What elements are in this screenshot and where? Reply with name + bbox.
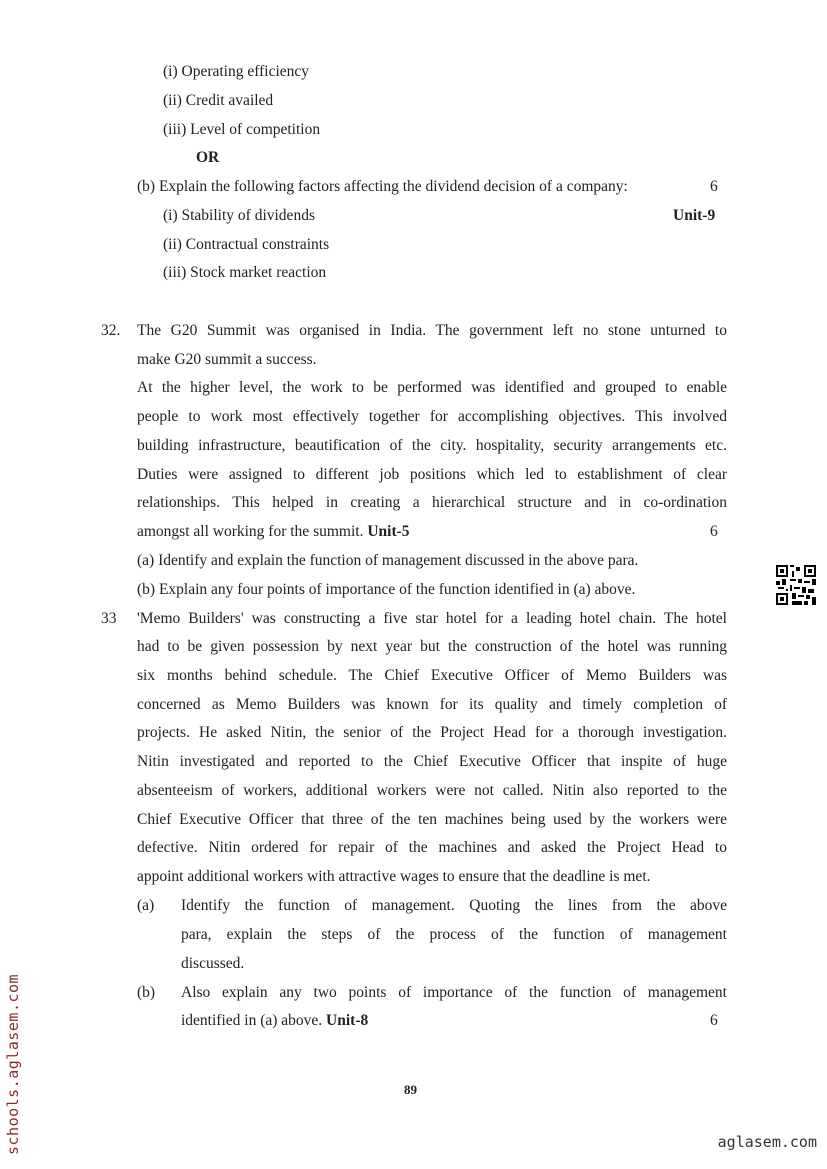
q32-marks: 6 (710, 523, 718, 540)
q32-number: 32. (101, 322, 121, 339)
q32-part-a: (a) Identify and explain the function of management discussed in the above para. (137, 552, 639, 569)
q31-item-b2: (ii) Contractual constraints (163, 236, 330, 253)
q33-line: absenteeism of workers, additional workers were not called. Nitin also reported to the (137, 782, 727, 799)
q33-line: concerned as Memo Builders was known for its quality and timely completion of (137, 696, 727, 713)
q32-part-b: (b) Explain any four points of importance of the function identified in (a) above. (137, 581, 636, 598)
q33-part-a-line: para, explain the steps of the process of the function of management (181, 926, 727, 943)
q33-unit: Unit-8 (326, 1012, 369, 1029)
q33-part-b-label: (b) (137, 984, 156, 1001)
q31-unit: Unit-9 (673, 207, 716, 224)
watermark-left: schools.aglasem.com (4, 973, 22, 1155)
q32-line: building infrastructure, beautification of the city. hospitality, security arrangements etc. (137, 437, 727, 454)
or-label: OR (196, 149, 220, 166)
q32-line (137, 522, 410, 542)
watermark-right: aglasem.com (717, 1133, 817, 1151)
q33-part-a-label: (a) (137, 897, 155, 914)
q31-marks: 6 (710, 178, 718, 195)
q31-item-b1: (i) Stability of dividends (163, 207, 315, 224)
q32-line: The G20 Summit was organised in India. The government left no stone unturned to (137, 322, 727, 339)
q32-line: At the higher level, the work to be performed was identified and grouped to enable (137, 379, 727, 396)
q33-number: 33 (101, 610, 117, 627)
page-number: 89 (404, 1082, 417, 1097)
q31-item-b3: (iii) Stock market reaction (163, 264, 327, 281)
qr-code-icon (776, 565, 816, 605)
q31-item-a1: (i) Operating efficiency (163, 63, 310, 80)
q32-line-text: amongst all working for the summit. (137, 523, 364, 540)
q33-line: defective. Nitin ordered for repair of the machines and asked the Project Head to (137, 839, 727, 856)
q33-line: Chief Executive Officer that three of the ten machines being used by the workers were (137, 811, 727, 828)
q33-part-b-line: Also explain any two points of importance of the function of management (181, 984, 727, 1001)
q32-line: make G20 summit a success. (137, 351, 317, 368)
q33-part-a-line: Identify the function of management. Quoting the lines from the above (181, 897, 727, 914)
q32-unit: Unit-5 (367, 523, 410, 540)
q33-line: Nitin investigated and reported to the Chief Executive Officer that inspite of huge (137, 753, 727, 770)
q33-marks: 6 (710, 1012, 718, 1029)
q32-line: Duties were assigned to different job positions which led to establishment of clear (137, 466, 727, 483)
q33-line: 'Memo Builders' was constructing a five star hotel for a leading hotel chain. The hotel (137, 610, 727, 627)
q31-item-a3: (iii) Level of competition (163, 121, 321, 138)
q33-line: had to be given possession by next year but the construction of the hotel was running (137, 638, 727, 655)
q33-part-a-line: discussed. (181, 955, 245, 972)
q33-part-b-text: identified in (a) above. (181, 1012, 323, 1029)
q33-line: appoint additional workers with attractive wages to ensure that the deadline is met. (137, 868, 651, 885)
q32-line: relationships. This helped in creating a hierarchical structure and in co-ordination (137, 494, 727, 511)
q32-line: people to work most effectively together for accomplishing objectives. This involved (137, 408, 727, 425)
q33-line: projects. He asked Nitin, the senior of the Project Head for a thorough investigation. (137, 724, 727, 741)
q33-line: six months behind schedule. The Chief Executive Officer of Memo Builders was (137, 667, 727, 684)
q31-part-b: (b) Explain the following factors affecting the dividend decision of a company: (137, 178, 628, 195)
q33-part-b-line (181, 1011, 368, 1031)
q31-item-a2: (ii) Credit availed (163, 92, 274, 109)
